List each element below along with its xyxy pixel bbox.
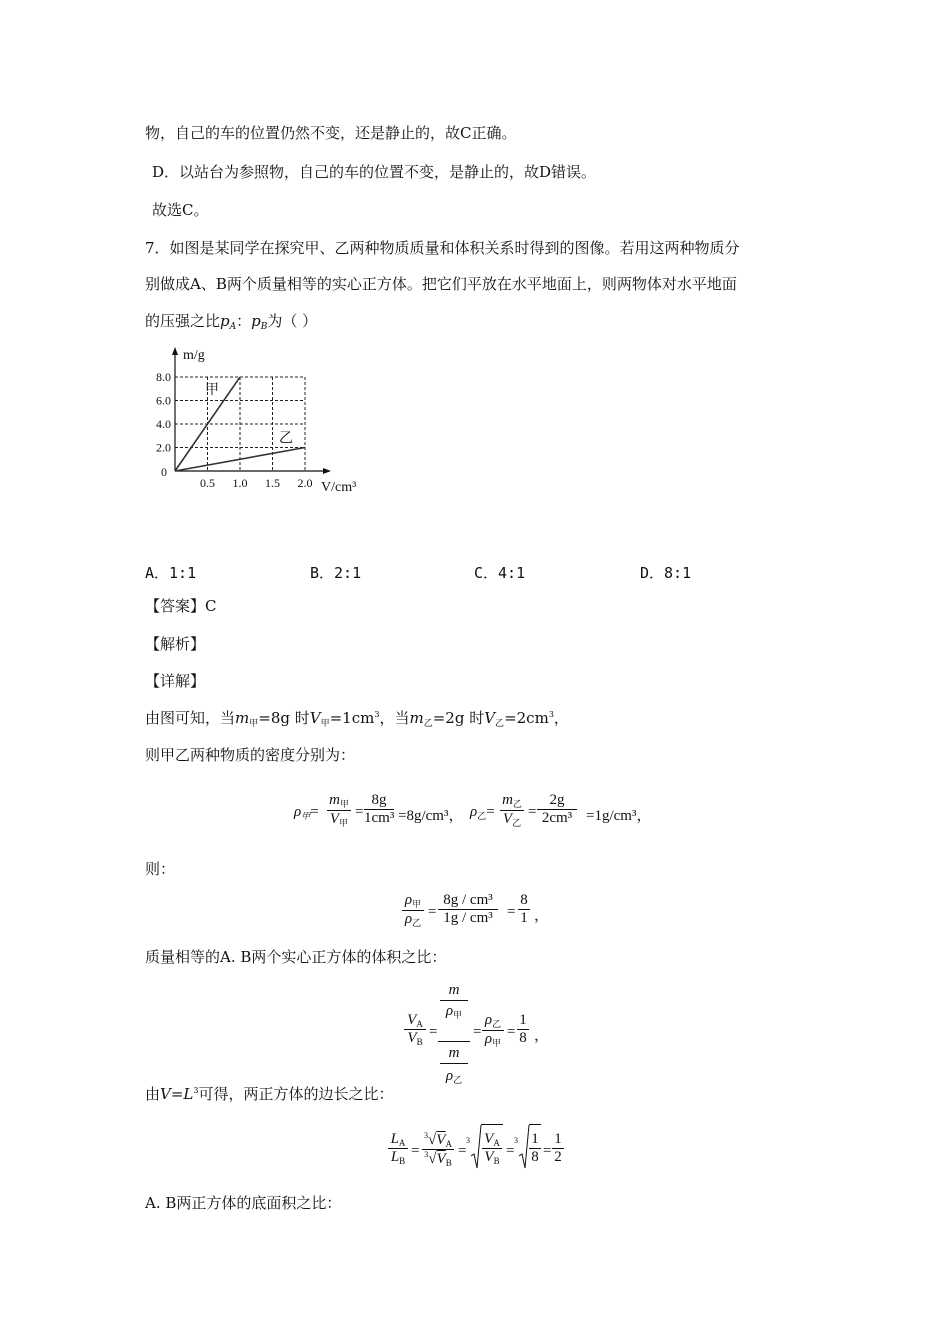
chart-grid (175, 377, 305, 471)
solution-line-3: 则： (145, 860, 176, 878)
mass-volume-chart (140, 345, 380, 505)
y-tick-label: 8.0 (156, 370, 171, 384)
text-line: 物，自己的车的位置仍然不变，还是静止的，故C正确。 (145, 124, 517, 142)
chart-labels (156, 348, 356, 495)
y-tick-label: 4.0 (156, 417, 171, 431)
y-tick-label: 2.0 (156, 440, 171, 455)
solution-line-4: 质量相等的A. B两个实心正方体的体积之比： (145, 948, 447, 966)
series-label: 乙 (279, 431, 293, 447)
question-line-1: 7．如图是某同学在探究甲、乙两种物质质量和体积关系时得到的图像。若用这两种物质分 (145, 239, 740, 257)
origin-label: 0 (161, 465, 167, 479)
solution-line-1: 由图可知，当$m_甲=8g$ 时$V_甲=1cm^3$，当$m_乙=2g$ 时$V_乙=2cm^3$， (145, 709, 569, 729)
option-a[interactable]: A．1:1 (145, 564, 197, 582)
solution-line-5: 由$V=L^3$可得，两正方体的边长之比： (145, 1085, 394, 1103)
solution-line-6: A. B两正方体的底面积之比： (145, 1194, 342, 1212)
x-tick-label: 0.5 (200, 476, 215, 490)
question-line-2: 别做成A、B两个质量相等的实心正方体。把它们平放在水平地面上，则两物体对水平地面 (145, 275, 737, 293)
y-axis-label: m/g (183, 348, 205, 363)
answer-label: 【答案】C (145, 597, 217, 615)
x-axis-label: V/cm³ (321, 480, 357, 495)
y-tick-label: 6.0 (156, 393, 171, 408)
y-axis-arrow (172, 347, 178, 355)
text-line: D．以站台为参照物，自己的车的位置不变，是静止的，故D错误。 (152, 163, 597, 181)
x-axis-arrow (323, 468, 331, 474)
detail-label: 【详解】 (145, 672, 206, 690)
question-number: 7． (145, 239, 170, 257)
option-b[interactable]: B．2:1 (310, 564, 362, 582)
x-tick-label: 2.0 (297, 476, 313, 490)
x-tick-label: 1.5 (265, 476, 280, 490)
option-c[interactable]: C．4:1 (474, 564, 526, 582)
solution-line-2: 则甲乙两种物质的密度分别为： (145, 746, 356, 764)
option-d[interactable]: D．8:1 (640, 564, 692, 582)
series-label: 甲 (205, 383, 219, 398)
text-line: 故选C。 (152, 201, 209, 219)
chart-axes (172, 347, 331, 474)
analysis-label: 【解析】 (145, 635, 206, 653)
x-tick-label: 1.0 (232, 476, 248, 490)
question-line-3: 的压强之比$p_A$：$p_B$为（ ） (145, 312, 318, 332)
